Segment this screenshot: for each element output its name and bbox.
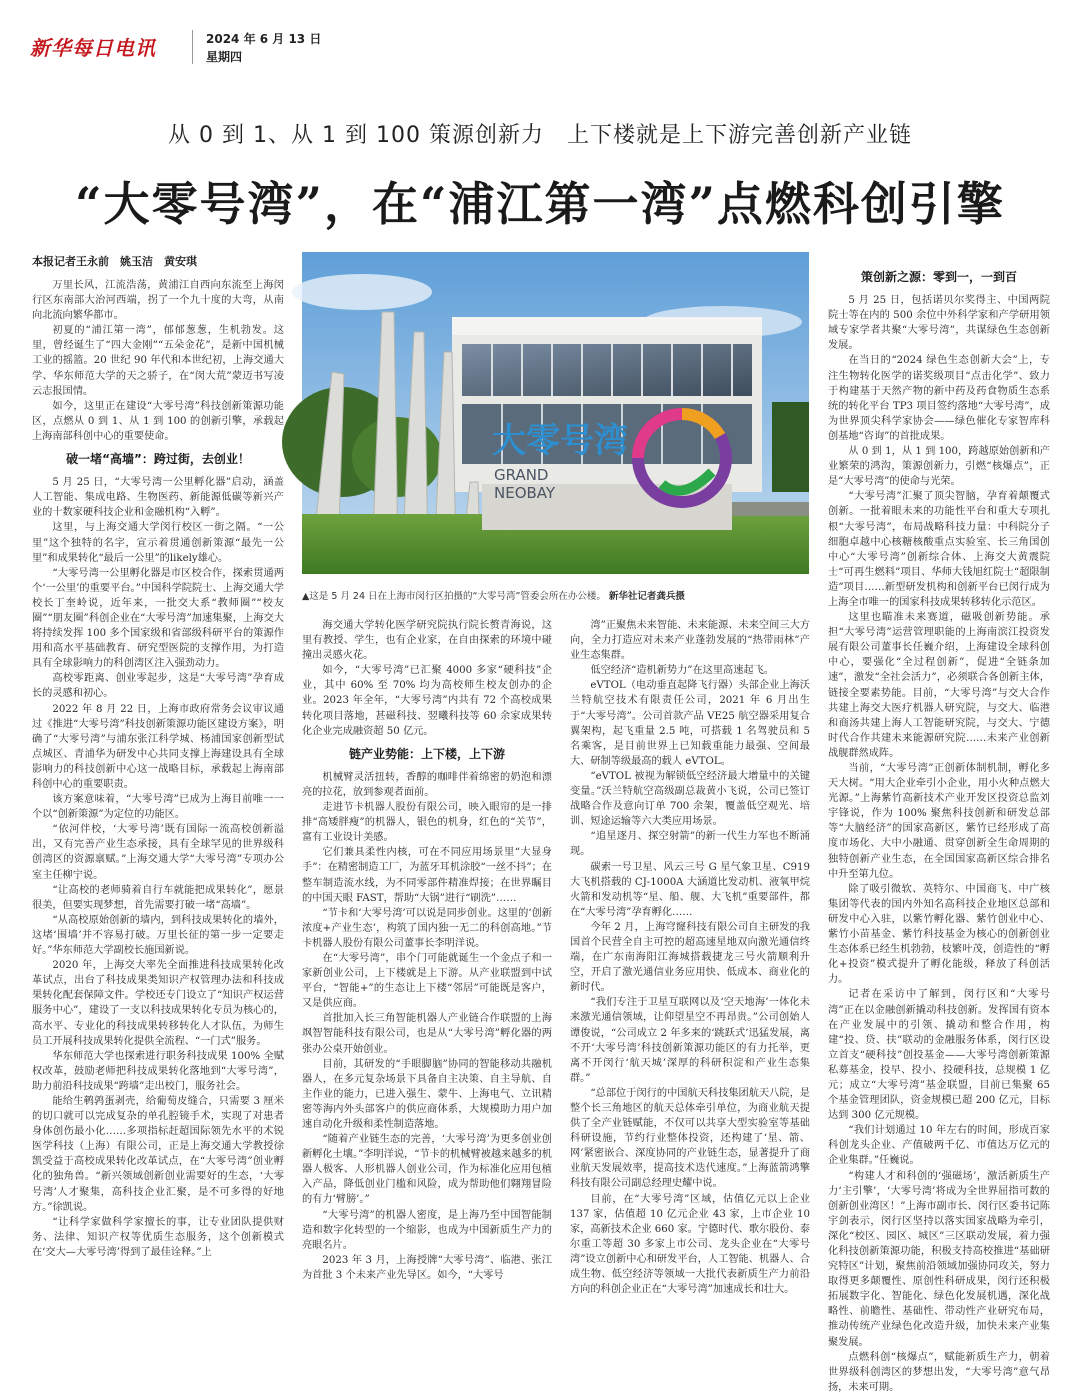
paragraph: 如今，这里正在建设“大零号湾”科技创新策源功能区，点燃从 0 到 1、从 1 到 100 的创新引擎，承载起上海南部科创中心的重要使命。: [32, 400, 284, 442]
paragraph: 首批加入长三角智能机器人产业链合作联盟的上海飒智智能科技有限公司，也是从“大零号湾”孵化器的两张办公桌开始创业。: [302, 1013, 552, 1055]
paragraph: 初夏的“浦江第一湾”，郁郁葱葱，生机勃发。这里，曾经诞生了“四大金刚”“五朵金花”，是新中国机械工业的摇篮。20 世纪 90 年代和本世纪初，上海交通大学、华东师范大学的天之骄子，在“闵大荒”蒙迈书写凌云志报国情。: [32, 325, 284, 397]
paragraph: 在当日的“2024 绿色生态创新大会”上，专注生物转化医学的诺奖级项目“点击化学”、致力于构建基于天然产物的新中药及药食物质生态系统的转化平台 TP3 项目签约落地“大零号湾”，成为世界顶尖科学家协会——绿色催化专家智库科创基地“咨询”的首批成果。: [828, 355, 1050, 442]
sign-english-2: NEOBAY: [494, 484, 556, 502]
paragraph: 5 月 25 日，“大零号湾一公里孵化器”启动，涵盖人工智能、集成电路、生物医药、新能源低碳等新兴产业的十数家硬科技企业和金融机构“入孵”。: [32, 477, 284, 519]
paragraph: “大零号湾”的机器人密度，是上海乃至中国智能制造和数字化转型的一个缩影，也成为中国新质生产力的亮眼名片。: [302, 1209, 552, 1251]
paragraph: 目前，在“大零号湾”区域，估值亿元以上企业 137 家，估值超 10 亿元企业 43 家，上市企业 10 家，高新技术企业 660 家。宁德时代、歌尔股份、泰尔重工等超 30 多家上市公司、龙头企业在“大零号湾”设立创新中心和研发平台，人工智能、机器人、合成生物、低空经济等领域一大批代表新质生产力前沿方向的科创企业正在“大零号湾”加速成长和壮大。: [570, 1193, 810, 1296]
caption-text: ▲这是 5 月 24 日在上海市闵行区拍摄的“大零号湾”管委会所在办公楼。: [302, 591, 606, 602]
paragraph: 2020 年，上海交大率先全面推进科技成果转化改革试点，出台了科技成果类知识产权管理办法和科技成果转化配套保障文件。学校还专门设立了“知识产权运营服务中心”，建设了一支以科技成果转化专员为核心的，高水平、专业化的科技成果转移转化人才队伍，为师生员工开展科技成果转化提供全流程、“一门式”服务。: [32, 960, 284, 1047]
paragraph: “节卡和‘大零号湾’可以说是同步创业。这里的‘创新浓度+产业生态’，构筑了国内独一无二的科创高地。”节卡机器人股份有限公司董事长李明洋说。: [302, 907, 552, 949]
paragraph: 这里也瞄准未来赛道，磁吸创新势能。承担“大零号湾”运营管理职能的上海南滨江投资发展有限公司董事长任巍介绍，上海建设全球科创中心，要强化“全过程创新”，促进“全链条加速”，激发“全社会活力”，必须联合各创新主体，链接全要素势能。目前，“大零号湾”与交大合作共建上海交大医疗机器人研究院，与交大、临港和商汤共建上海人工智能研究院，与交大、宁德时代合作共建未来能源研究院……未来产业创新战舰群然成阵。: [828, 612, 1050, 759]
article-column-3: [570, 618, 810, 1318]
article-column-4: [828, 262, 1050, 1393]
paragraph: 这里，与上海交通大学闵行校区一街之隔。“一公里”这个独特的名字，宣示着贯通创新策源“最先一公里”和成果转化“最后一公里”的likely雄心。: [32, 522, 284, 564]
paragraph: 2023 年 3 月，上海授牌“大零号湾”、临港、张江为首批 3 个未来产业先导区。如今，“大零号: [302, 1254, 552, 1281]
photo-illustration: [302, 252, 809, 574]
paragraph: “让科学家做科学家擅长的事，让专业团队提供财务、法律、知识产权等优质生态服务，这个创新模式在‘交大—大零号湾’得到了最佳诠释。”上: [32, 1216, 284, 1258]
section-heading: 策创新之源：零到一，一到百: [860, 270, 1017, 284]
paragraph: eVTOL（电动垂直起降飞行器）头部企业上海沃兰特航空技术有限责任公司，2021 年 6 月出生于“大零号湾”。公司首款产品 VE25 航空器采用复合翼架构，起飞重量 2.5 吨，可搭载 1 名驾驶员和 5 名乘客，是目前世界上已知载重能力最强、空间最大、研制等级最高的载人 eVTOL。: [570, 680, 810, 767]
paragraph: “让高校的老师骑着自行车就能把成果转化”，愿景很美，但要实现梦想，首先需要打破一堵“高墙”。: [32, 884, 284, 911]
paragraph: “eVTOL 被视为解锁低空经济最大增量中的关键变量。”沃兰特航空高级副总裁黄小飞说，公司已签订战略合作及意向订单 700 余架，覆盖低空观光、培训、短途运输等六大类应用场景。: [570, 770, 810, 828]
paragraph: “总部位于闵行的中国航天科技集团航天八院，是整个长三角地区的航天总体牵引单位，为商业航天提供了全产业链赋能，不仅可以共享大型实验室等基础科研设施，节约行业整体投资，还构建了‘星、箭、网’紧密嵌合、深度协同的产业链生态，显著提升了商业航天发展效率，提高技术迭代速度。”上海蓝箭鸿擎科技有限公司副总经理史耀中说。: [570, 1087, 810, 1190]
sign-chinese: 大零号湾: [492, 421, 628, 461]
paragraph: 该方案意味着，“大零号湾”已成为上海目前唯一一个以“创新策源”为定位的功能区。: [32, 794, 284, 821]
paragraph: “我们计划通过 10 年左右的时间，形成百家科创龙头企业、产值破两千亿、市值达万亿元的企业集群。”任巍说。: [828, 1125, 1050, 1167]
byline: 本报记者王永前 姚玉洁 黄安琪: [32, 255, 197, 268]
paragraph: 低空经济“造机新势力”在这里高速起飞。: [590, 665, 774, 677]
paragraph: 华东师范大学也探索进行职务科技成果 100% 全赋权改革，鼓励老师把科技成果转化落地到“大零号湾”，助力前沿科技成果“跨墙”走出校门，服务社会。: [32, 1050, 284, 1092]
paragraph: 在“大零号湾”，串个门可能就诞生一个金点子和一家新创业公司，上下楼就是上下游。从产业联盟到中试平台，“智能+”的生态让上下楼“邻居”可能既是客户，又是供应商。: [302, 952, 552, 1010]
paragraph: 机械臂灵活扭转，香醇的咖啡伴着绵密的奶泡和漂亮的拉花，放到参观者面前。: [302, 771, 552, 798]
paragraph: “从高校原始创新的墙内，到科技成果转化的墙外，这堵‘围墙’并不容易打破。万里长征的第一步一定要走好。”华东师范大学副校长施国新说。: [32, 914, 284, 957]
paragraph: “依河伴校，‘大零号湾’既有国际一流高校创新溢出，又有完善产业生态承接，具有全球罕见的世界级科创湾区的资源禀赋。”上海交通大学“大零号湾”专项办公室主任柳宁说。: [32, 824, 284, 881]
paragraph: 海交通大学转化医学研究院执行院长赘青海说，这里有教授、学生，也有企业家，在自由探索的环境中碰撞出灵感火花。: [302, 620, 552, 662]
paragraph: “追星逐月、探空射箭”的新一代生力军也不断涌现。: [570, 831, 810, 858]
masthead-divider: [192, 30, 193, 64]
photo-caption: [302, 588, 809, 602]
paragraph: 湾”正聚焦未来智能、未来能源、未来空间三大方向，全力打造应对未来产业蓬勃发展的“热带雨林”产业生态集群。: [570, 620, 810, 662]
paragraph: 目前，其研发的“手眼脚脑”协同的智能移动共融机器人，在多元复杂场景下具备自主决策、自主导航、自主作业的能力，已进入强生、蒙牛、上海电气、立讯精密等海内外头部客户的供应商体系，大规模助力用户加速自动化升级和柔性制造落地。: [302, 1058, 552, 1130]
masthead: [22, 22, 1062, 70]
paragraph: 2022 年 8 月 22 日，上海市政府常务会议审议通过《推进“大零号湾”科技创新策源功能区建设方案》，明确了“大零号湾”与浦东张江科学城、杨浦国家创新型试点城区、青浦华为研发中心共同支撑上海建设具有全球影响力的科技创新中心这一战略目标，承载起上海南部科创中心的重要职责。: [32, 703, 284, 790]
section-heading: 破一堵“高墙”：跨过街，去创业！: [66, 452, 250, 467]
paragraph: 走进节卡机器人股份有限公司，映入眼帘的是一排排“高矮胖瘦”的机器人，银色的机身，红色的“关节”，富有工业设计美感。: [302, 802, 552, 844]
paragraph: 今年 2 月，上海穹窿科技有限公司自主研发的我国首个民营全自主可控的超高速星地双向激光通信终端，在广东南海阳江海城搭载捷龙三号火箭顺利升空，开启了激光通信业务应用快、低成本、商业化的新时代。: [570, 921, 810, 994]
paragraph: 碳索一号卫星、风云三号 G 星气象卫星、C919 大飞机搭载的 CJ-1000A 大涵道比发动机、液氧甲烷火箭和发动机等“星、船、舰、大飞机”重要部件，都在“大零号湾”孕育孵化……: [570, 861, 810, 918]
section-heading: 链产业势能：上下楼，上下游: [348, 746, 505, 761]
newspaper-logo: 新华每日电讯: [30, 36, 156, 60]
paragraph: 除了吸引微软、英特尔、中国商飞、中广核集团等代表的国内外知名高科技企业地区总部和研发中心入驻，以紫竹孵化器、紫竹创业中心、紫竹小苗基金、紫竹科技基金为核心的创新创业生态体系已经生机勃勃，枝繁叶茂，创造性的“孵化+投资”模式提升了孵化能级，释放了科创活力。: [828, 883, 1050, 986]
paragraph: 点燃科创“核爆点”，赋能新质生产力，朝着世界级科创湾区的梦想出发，“大零号湾”意气昂扬，未来可期。: [828, 1351, 1050, 1393]
paragraph: “我们专注于卫星互联网以及‘空天地海’一体化未来激光通信领域，让仰望星空不再昂贵。”公司创始人谭俊说，“公司成立 2 年多来的‘跳跃式’迅猛发展，离不开‘大零号湾’科技创新策源功能区的有力托举，更离不开闵行‘航天城’深厚的科研积淀和产业生态集群。”: [570, 997, 810, 1084]
sign-english-1: GRAND: [494, 466, 549, 484]
paragraph: 万里长风，江流浩荡，黄浦江自西向东流至上海闵行区东南部大治河西端，拐了一个九十度的大弯，从南向北流向繁华都市。: [32, 280, 284, 322]
article-column-2: [302, 618, 552, 1318]
paragraph: 记者在采访中了解到，闵行区和“大零号湾”正在以金融创新撬动科技创新。发挥国有资本在产业发展中的引领、撬动和整合作用，构建“投、贷、扶”联动的金融服务体系，闵行区设立首支“硬科技”创投基金——大零号湾创新策源私募基金，投早、投小、投硬科技，总规模 1 亿元；成立“大零号湾”基金联盟，目前已集聚 65 个基金管理团队，资金规模已超 200 亿元，目标达到 300 亿元规模。: [828, 989, 1050, 1122]
photo-credit: 新华社记者龚兵摄: [608, 591, 685, 602]
paragraph: 它们兼具柔性内核，可在不同应用场景里“大显身手”：在精密制造工厂，为蓝牙耳机涂胶“一丝不抖”；在整车制造流水线，为不同零部件精准焊接；在世界瞩目的中国天眼 FAST，帮助“大锅”进行“刷洗”……: [302, 847, 552, 904]
paragraph: “随着产业链生态的完善，‘大零号湾’为更多创业创新孵化土壤。”李明洋说，“节卡的机械臂被越来越多的机器人极客、人形机器人创业公司，作为标准化应用包植入产品，降低创业门槛和风险，成为帮助他们翱翔冒险的有力‘臂膀’。”: [302, 1134, 552, 1206]
paragraph: “大零号湾”汇聚了顶尖智脑，孕育着颠覆式创新。一批着眼未来的功能性平台和重大专项扎根“大零号湾”，布局战略科技力量：中科院分子细胞卓越中心核糖核酸重点实验室、长三角国创中心“大零号湾”创新综合体、上海交大黄震院士“可再生燃料”项目、华师大钱旭红院士“超限制造”项目……新型研发机构和创新平台已闵行成为上海全市唯一的国家科技成果转移转化示范区。: [828, 491, 1050, 608]
paragraph: 当前，“大零号湾”正创新体制机制，孵化多天大树。“用大企业牵引小企业，用小火种点燃大光源。”上海紫竹高新技术产业开发区投资总监刘宇锋说，作为 100% 聚焦科技创新和研发总部等“大脑经济”的国家高新区，紫竹已经形成了高度市场化、大中小融通、贯穿创新全生命周期的独特创新产业生态，在全国国家高新区综合排名中升至第九位。: [828, 763, 1050, 880]
paragraph: 高校零距离、创业零起步，这是“大零号湾”孕育成长的灵感和初心。: [32, 673, 284, 700]
paragraph: “构建人才和科创的‘强磁场’，激活新质生产力‘主引擎’，‘大零号湾’将成为全世界屈指可数的创新创业湾区！”上海市副市长、闵行区委书记陈宇剑表示，闵行区坚持以落实国家战略为牵引，深化“校区、园区、城区”三区联动发展，着力强化科技创新策源功能，积极支持高校推进“基础研究特区”计划，聚焦前沿领域加强协同攻关，努力取得更多颠覆性、原创性科研成果，闵行还积极拓展数字化、智能化、绿色化发展机遇，深化战略性、前瞻性、基础性、带动性产业研究布局，推动传统产业绿色化改造升级，加快未来产业集聚发展。: [828, 1170, 1050, 1348]
paragraph: 能给生鹌鹑蛋剥壳，给葡萄皮缝合，只需要 3 厘米的切口就可以完成复杂的单孔腔镜手术，实现了对患者身体创伤最小化……多项指标赶超国际领先水平的术锐医学科技（上海）有限公司，正是上海交通大学教授徐凯受益于高校成果转化改革试点，在“大零号湾”创业孵化的独角兽。“新兴领域创新创业需要好的生态，‘大零号湾’人才聚集，高科技企业汇聚，是不可多得的好地方。”徐凯说。: [32, 1095, 284, 1213]
paragraph: 如今，“大零号湾”已汇聚 4000 多家“硬科技”企业，其中 60% 至 70% 均为高校师生校友创办的企业。2023 年全年，“大零号湾”内共有 72 个高校成果转化项目落地，甚磁科技、翌曦科技等 60 余家成果转化企业完成融资超 50 亿元。: [302, 665, 552, 737]
kicker-subtitle: 从 0 到 1、从 1 到 100 策源创新力 上下楼就是上下游完善创新产业链: [168, 123, 912, 148]
paragraph: “大零号湾一公里孵化器是市区校合作，探索贯通两个‘一公里’的重要平台。”中国科学院院士、上海交通大学校长丁奎岭说，近年来，一批交大系“教师圈”“校友圈”“朋友圈”科创企业在“大零号湾”加速集聚，上海交大将持续发挥 100 多个国家级和省部级科研平台的策源作用和高水平基础教育、研究型医院的支撑作用，为打造具有全球影响力的科创湾区注入强劲动力。: [32, 567, 284, 670]
article-column-1: [32, 278, 284, 1318]
paragraph: 从 0 到 1，从 1 到 100，跨越原始创新和产业繁荣的鸿沟，策源创新力，引燃“核爆点”，正是“大零号湾”的使命与光荣。: [828, 446, 1050, 488]
paragraph: 5 月 25 日，包括诺贝尔奖得主、中国两院院士等在内的 500 余位中外科学家和产学研用领域专家学者共聚“大零号湾”，共谋绿色生态创新发展。: [828, 295, 1050, 352]
issue-date: 2024 年 6 月 13 日: [206, 32, 322, 46]
headline: “大零号湾”，在“浦江第一湾”点燃科创引擎: [75, 177, 1005, 231]
issue-weekday: 星期四: [206, 50, 243, 64]
news-photo: [302, 252, 809, 574]
